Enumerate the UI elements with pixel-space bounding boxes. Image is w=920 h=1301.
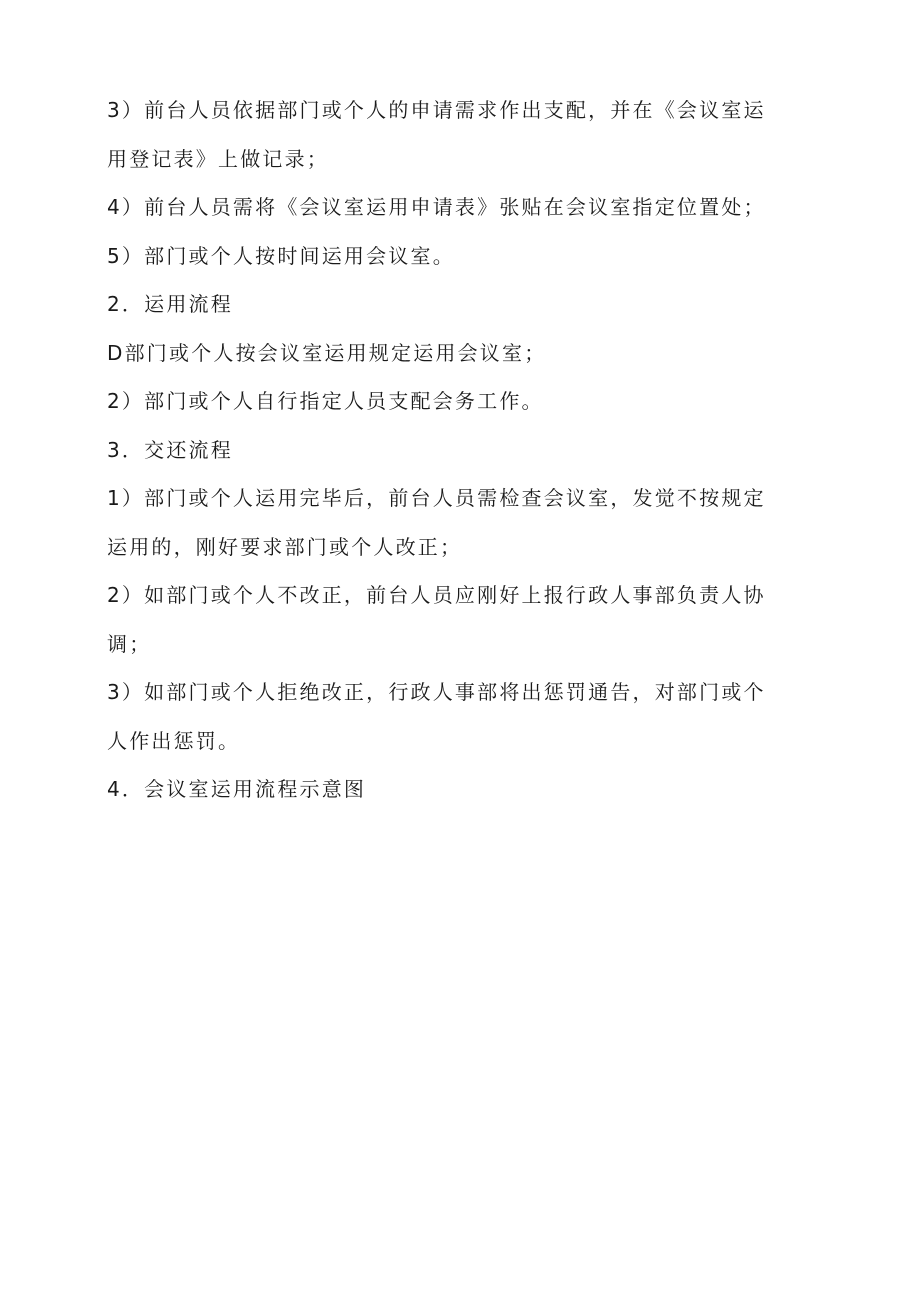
text-line: D部门或个人按会议室运用规定运用会议室；: [107, 340, 547, 365]
text-line: 5）部门或个人按时间运用会议室。: [107, 243, 455, 268]
text-line: 3）前台人员依据部门或个人的申请需求作出支配，并在《会议室运: [107, 98, 766, 122]
text-line: 3）如部门或个人拒绝改正，行政人事部将出惩罚通告，对部门或个: [107, 680, 766, 704]
text-line: 2）部门或个人自行指定人员支配会务工作。: [107, 389, 544, 413]
document-body: [107, 86, 797, 814]
text-line: 人作出惩罚。: [107, 728, 241, 753]
text-line: 用登记表》上做记录；: [107, 146, 329, 171]
text-line: 调；: [107, 631, 152, 656]
text-line: 4）前台人员需将《会议室运用申请表》张贴在会议室指定位置处；: [107, 195, 766, 219]
section-heading: 4．会议室运用流程示意图: [107, 777, 367, 801]
text-line: 1）部门或个人运用完毕后，前台人员需检查会议室，发觉不按规定: [107, 486, 766, 510]
text-line: 运用的，刚好要求部门或个人改正；: [107, 534, 463, 559]
section-heading: 2．运用流程: [107, 292, 233, 316]
text-line: 2）如部门或个人不改正，前台人员应刚好上报行政人事部负责人协: [107, 583, 766, 607]
section-heading: 3．交还流程: [107, 437, 233, 462]
